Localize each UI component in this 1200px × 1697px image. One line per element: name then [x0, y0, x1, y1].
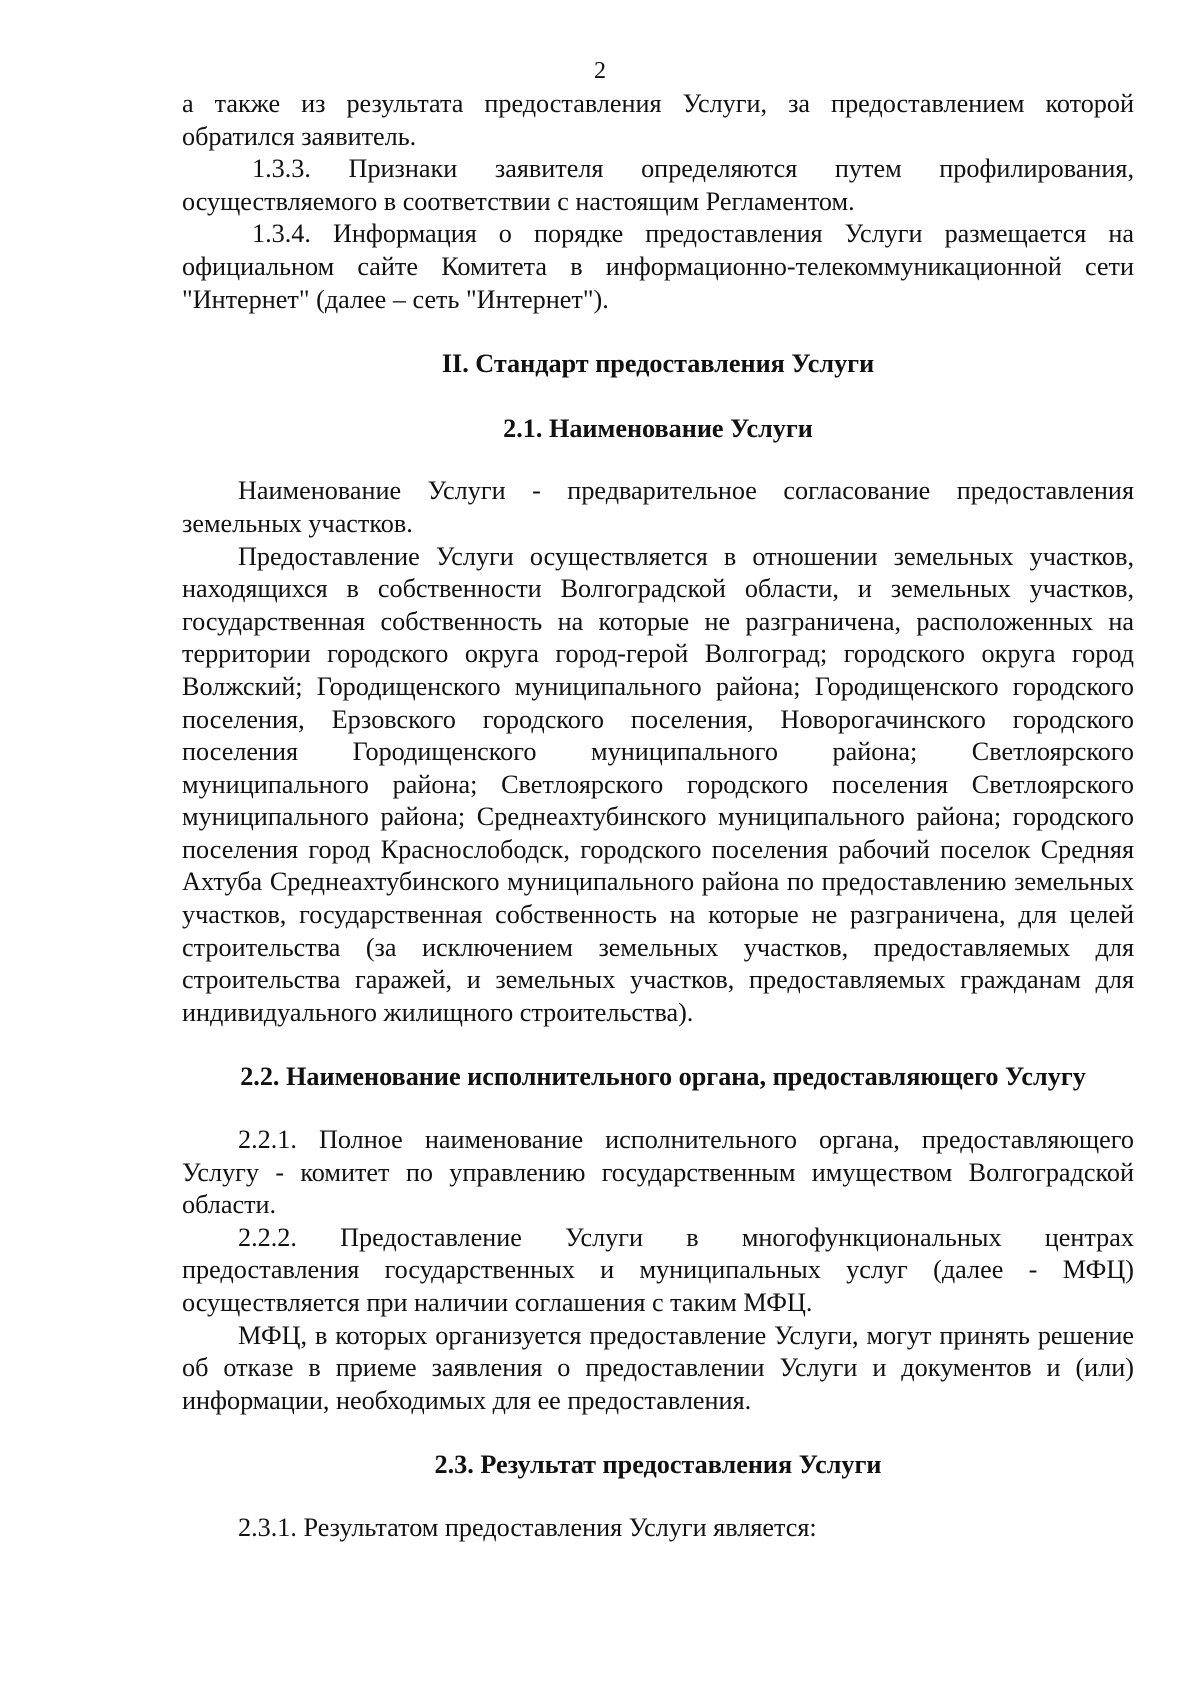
- document-body: [182, 88, 1134, 1545]
- paragraph-mfc: МФЦ, в которых организуется предоставление Услуги, могут принять решение об отказе в приеме заявления о предоставлении Услуги и документов и (или) информации, необходимых для ее предоставления.: [182, 1320, 1134, 1415]
- paragraph-1-3-4: 1.3.4. Информация о порядке предоставления Услуги размещается на официальном сайте Комитета в информационно-телекоммуникационной сети "Интернет" (далее – сеть "Интернет").: [182, 219, 1134, 314]
- paragraph-2-2-2: 2.2.2. Предоставление Услуги в многофункциональных центрах предоставления государственных и муниципальных услуг (далее - МФЦ) осуществляется при наличии соглашения с таким МФЦ.: [182, 1222, 1134, 1317]
- subsection-heading-2-1: 2.1. Наименование Услуги: [503, 413, 813, 443]
- paragraph-1-3-3: 1.3.3. Признаки заявителя определяются путем профилирования, осуществляемого в соответствии с настоящим Регламентом.: [182, 154, 1134, 216]
- paragraph-continuation: а также из результата предоставления Услуги, за предоставлением которой обратился заявитель.: [182, 89, 1134, 151]
- paragraph-2-2-1: 2.2.1. Полное наименование исполнительного органа, предоставляющего Услугу - комитет по управлению государственным имуществом Волгоградской области.: [182, 1125, 1134, 1220]
- paragraph-service-name: Наименование Услуги - предварительное согласование предоставления земельных участков.: [182, 476, 1134, 538]
- paragraph-service-scope: Предоставление Услуги осуществляется в отношении земельных участков, находящихся в собственности Волгоградской области, и земельных участков, государственная собственность на которые не разграничена, расположенных на территории городского округа город-герой Волгоград; городского округа город Волжский; Городищенского муниципального района; Городищенского городского поселения, Ерзовского городского поселения, Новорогачинского городского поселения Городищенского муниципального района; Светлоярского муниципального района; Светлоярского городского поселения Светлоярского муниципального района; Среднеахтубинского муниципального района; городского поселения город Краснослободск, городского поселения рабочий поселок Средняя Ахтуба Среднеахтубинского муниципального района по предоставлению земельных участков, государственная собственность на которые не разграничена, для целей строительства (за исключением земельных участков, предоставляемых для строительства гаражей, и земельных участков, предоставляемых гражданам для индивидуального жилищного строительства).: [182, 541, 1134, 1027]
- section-heading-ii: II. Стандарт предоставления Услуги: [441, 349, 875, 379]
- subsection-heading-2-2: 2.2. Наименование исполнительного органа, предоставляющего Услугу: [240, 1062, 1086, 1092]
- subsection-heading-2-3: 2.3. Результат предоставления Услуги: [434, 1450, 882, 1480]
- page-number: 2: [594, 58, 606, 84]
- paragraph-2-3-1: 2.3.1. Результатом предоставления Услуги является:: [238, 1512, 817, 1542]
